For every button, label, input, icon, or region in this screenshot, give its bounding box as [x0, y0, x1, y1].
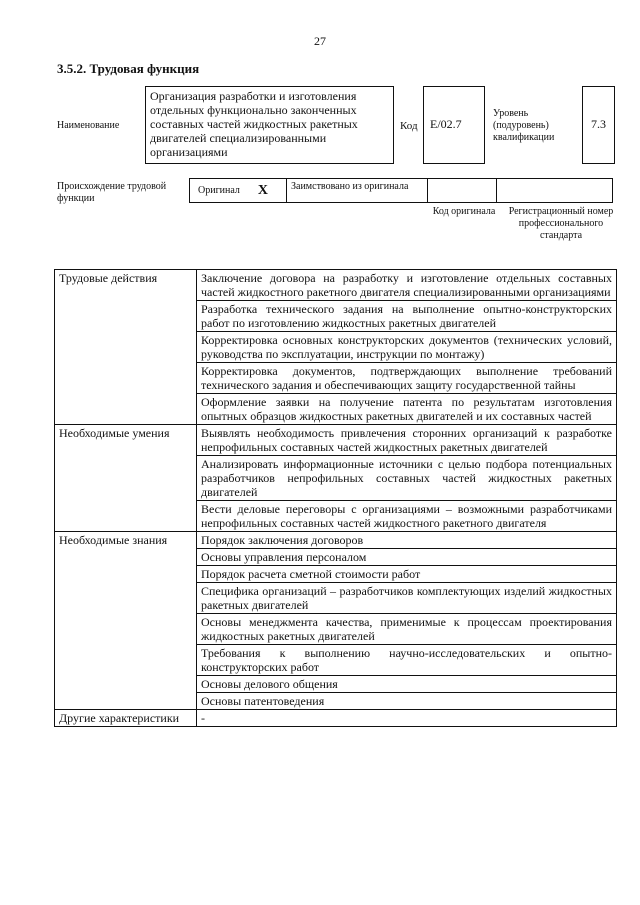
category-cell: Необходимые знания: [55, 532, 197, 710]
item-cell: Заключение договора на разработку и изготовление отдельных составных частей жидкостного ракетного двигателя специализированными организациями: [197, 270, 617, 301]
original-code-cell: [427, 178, 497, 203]
origin-row: [190, 178, 616, 203]
original-mark: X: [257, 182, 269, 198]
borrowed-cell: Заимствовано из оригинала: [286, 178, 428, 203]
item-cell: Основы делового общения: [197, 676, 617, 693]
qualification-level-label: Уровень (подуровень) квалификации: [493, 108, 555, 143]
name-label: Наименование: [57, 120, 120, 131]
origin-label: Происхождение трудовой функции: [57, 181, 167, 204]
item-cell: Основы менеджмента качества, применимые к процессам проектирования жидкостных ракетных двигателей: [197, 614, 617, 645]
registration-number-caption: Регистрационный номер профессионального стандарта: [508, 206, 614, 241]
item-cell: Основы патентоведения: [197, 693, 617, 710]
code-value-box: E/02.7: [423, 86, 485, 164]
registration-number-cell: [496, 178, 613, 203]
category-cell: Трудовые действия: [55, 270, 197, 425]
original-code-caption: Код оригинала: [432, 206, 496, 217]
table-row: [55, 425, 617, 456]
item-cell: Разработка технического задания на выполнение опытно-конструкторских работ по изготовлению жидкостных ракетных двигателей: [197, 301, 617, 332]
item-cell: -: [197, 710, 617, 727]
item-cell: Оформление заявки на получение патента по результатам изготовления опытных образцов жидкостных ракетных двигателей и их составных частей: [197, 394, 617, 425]
item-cell: Анализировать информационные источники с целью подбора потенциальных разработчиков непрофильных составных частей жидкостных ракетных двигателей: [197, 456, 617, 501]
item-cell: Порядок заключения договоров: [197, 532, 617, 549]
item-cell: Специфика организаций – разработчиков комплектующих изделий жидкостных ракетных двигателей: [197, 583, 617, 614]
category-cell: Другие характеристики: [55, 710, 197, 727]
item-cell: Вести деловые переговоры с организациями – возможными разработчиками непрофильных составных частей жидкостного ракетного двигателя: [197, 501, 617, 532]
item-cell: Корректировка основных конструкторских документов (технических условий, руководства по эксплуатации, инструкции по монтажу): [197, 332, 617, 363]
item-cell: Порядок расчета сметной стоимости работ: [197, 566, 617, 583]
section-title: 3.5.2. Трудовая функция: [57, 61, 200, 76]
category-cell: Необходимые умения: [55, 425, 197, 532]
original-label: Оригинал: [198, 185, 240, 196]
table-row: [55, 532, 617, 549]
table-row: [55, 710, 617, 727]
qualification-level-box: 7.3: [582, 86, 615, 164]
function-details-table: [54, 269, 617, 727]
item-cell: Основы управления персоналом: [197, 549, 617, 566]
table-row: [55, 270, 617, 301]
item-cell: Выявлять необходимость привлечения сторонних организаций к разработке непрофильных составных частей жидкостных ракетных двигателей: [197, 425, 617, 456]
function-name-box: Организация разработки и изготовления отдельных функционально законченных составных частей жидкостных ракетных двигателей специализированными организациями: [145, 86, 394, 164]
item-cell: Требования к выполнению научно-исследовательских и опытно-конструкторских работ: [197, 645, 617, 676]
page-number: 27: [314, 34, 326, 48]
item-cell: Корректировка документов, подтверждающих выполнение требований технического задания и обеспечивающих защиту государственной тайны: [197, 363, 617, 394]
code-label: Код: [400, 120, 418, 132]
original-cell: [189, 178, 287, 203]
